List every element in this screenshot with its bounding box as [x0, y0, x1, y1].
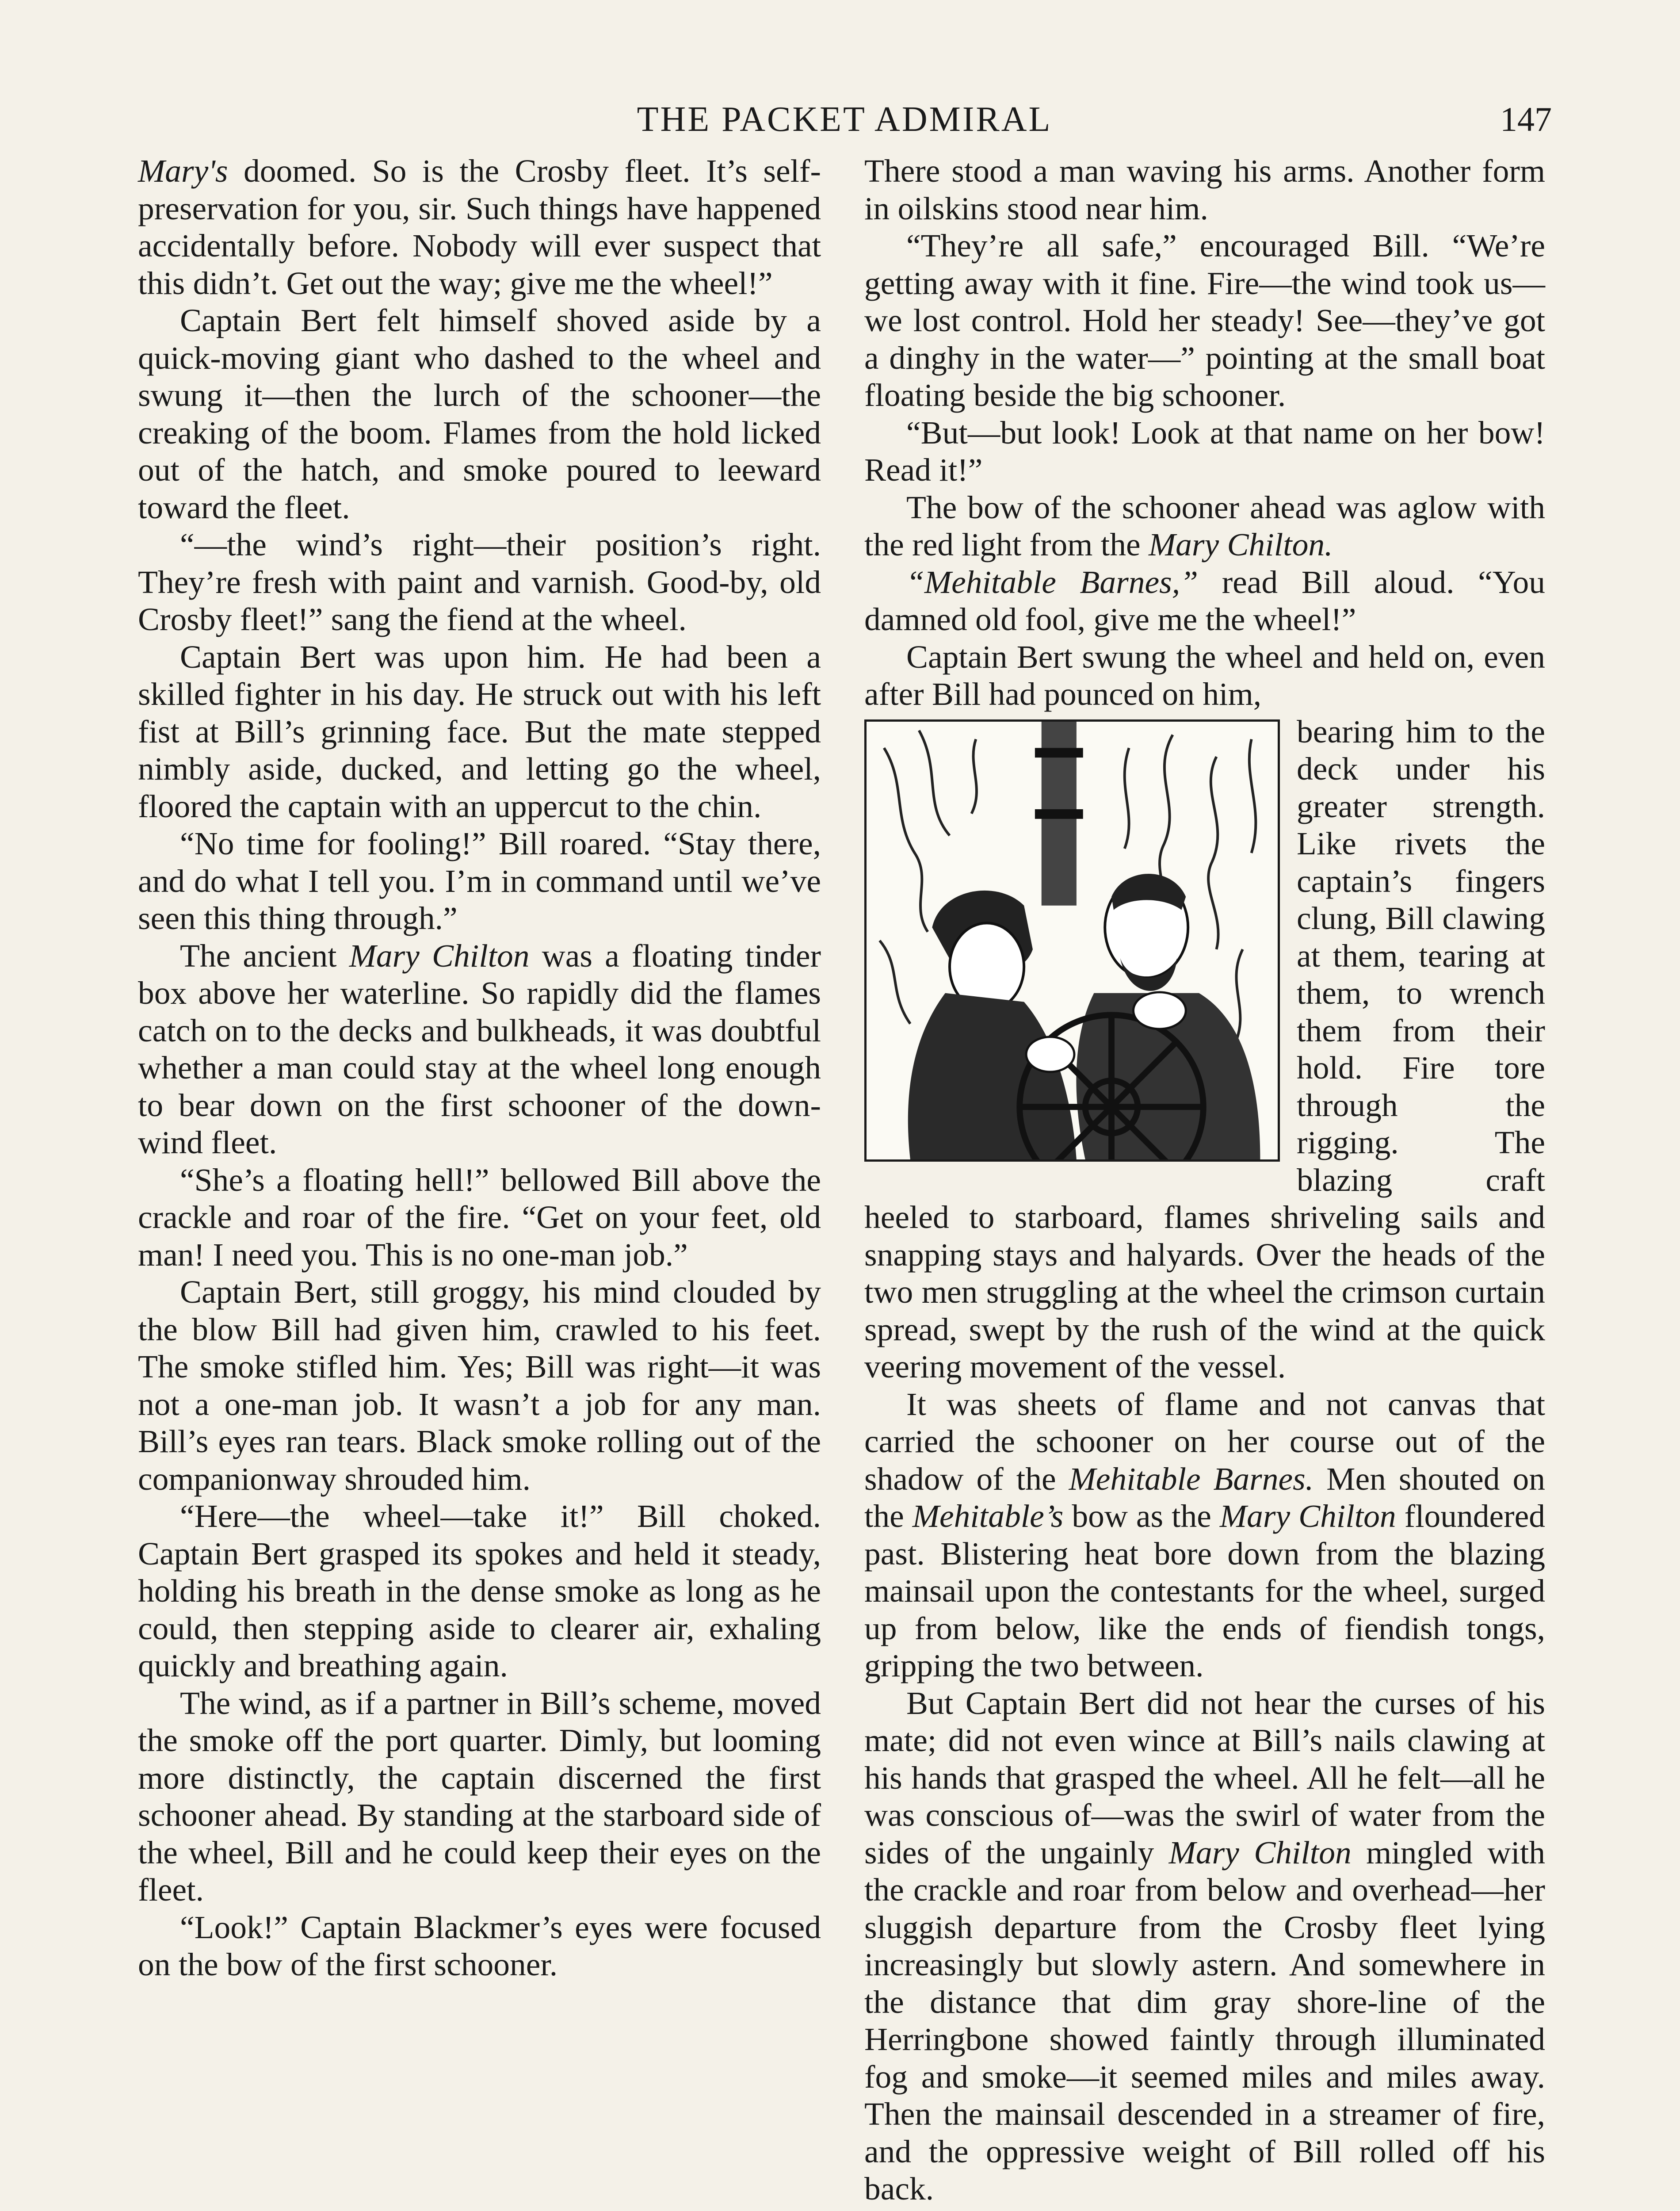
paragraph-text: “They’re all safe,” encouraged Bill. “We’re getting away with it fine. Fire—the wind took us—we lost control. Hold her steady! See—they’ve got a dinghy in the water—” pointing at the small boat floating beside the big schooner. [864, 228, 1545, 413]
paragraph-text: “But—but look! Look at that name on her bow! Read it!” [864, 414, 1545, 488]
paragraph-text: Captain Bert, still groggy, his mind clouded by the blow Bill had given him, crawled to his feet. The smoke stifled him. Yes; Bill was right—it was not a one-man job. It wasn’t a job for any man. Bill’s eyes ran tears. Black smoke rolling out of the companionway shrouded him. [138, 1274, 821, 1497]
illustration-drawing [867, 722, 1278, 1159]
paragraph [138, 937, 821, 1162]
paragraph-text: The bow of the schooner ahead was aglow with the red light from the [864, 489, 1545, 562]
italic-text: Mehitable Barnes. [1069, 1461, 1314, 1497]
italic-text: Mary's [138, 153, 228, 189]
page-number: 147 [1500, 100, 1552, 138]
paragraph [864, 639, 1545, 713]
paragraph [138, 1162, 821, 1274]
paragraph-text: Captain Bert was upon him. He had been a skilled fighter in his day. He struck out with his left fist at Bill’s grinning face. But the mate stepped nimbly aside, ducked, and letting go the wheel, floored the captain with an uppercut to the chin. [138, 639, 821, 824]
paragraph-text: “She’s a floating hell!” bellowed Bill above the crackle and roar of the fire. “Get on your feet, old man! I need you. This is no one-man job.” [138, 1162, 821, 1273]
italic-text: Mehitable’s [912, 1498, 1064, 1534]
paragraph [864, 489, 1545, 564]
paragraph [864, 153, 1545, 227]
paragraph-text: was a floating tinder box above her waterline. So rapidly did the flames catch on to the decks and bulkheads, it was doubtful whether a man could stay at the wheel long enough to bear down on the first schooner of the down-wind fleet. [138, 937, 821, 1160]
paragraph [138, 302, 821, 526]
paragraph [138, 1685, 821, 1909]
paragraph-text: read Bill aloud. “You damned old fool, give me the wheel!” [864, 564, 1545, 637]
page-header [137, 99, 1552, 148]
italic-text: “Mehitable Barnes,” [906, 564, 1199, 600]
paragraph-text: floundered past. Blistering heat bore down from the blazing mainsail upon the contestants for the wheel, surged up from below, like the ends of fiendish tongs, gripping the two between. [864, 1498, 1545, 1683]
paragraph [138, 153, 821, 302]
paragraph-text: The wind, as if a partner in Bill’s scheme, moved the smoke off the port quarter. Dimly, but looming more distinctly, the captain discerned the first schooner ahead. By standing at the starboard side of the wheel, Bill and he could keep their eyes on the fleet. [138, 1685, 821, 1908]
italic-text: Mary Chilton [1219, 1498, 1396, 1534]
illustration-two-men-at-wheel [864, 719, 1280, 1162]
paragraph-text: It was sheets of flame and not canvas that carried the schooner on her course out of the shadow of the [864, 1386, 1545, 1497]
paragraph [138, 825, 821, 937]
paragraph-text: “Here—the wheel—take it!” Bill choked. Captain Bert grasped its spokes and held it steady, holding his breath in the dense smoke as long as he could, then stepping aside to clearer air, exhaling quickly and breathing again. [138, 1498, 821, 1683]
paragraph-text: Captain Bert felt himself shoved aside by a quick-moving giant who dashed to the wheel and swung it—then the lurch of the schooner—the creaking of the boom. Flames from the hold licked out of the hatch, and smoke poured to leeward toward the fleet. [138, 302, 821, 525]
paragraph [138, 1498, 821, 1685]
paragraph [864, 1386, 1545, 1685]
paragraph-text: bearing him to the deck under his greater strength. Like rivets the captain’s fingers clung, Bill clawing at them, tearing at them, to wrench them from their hold. Fire tore through the rigging. The blazing craft heeled to starboard, flames shriveling sails and snapping stays and halyards. Over the heads of the two men struggling at the wheel the crimson curtain spread, swept by the rush of the wind at the quick veering movement of the vessel. [864, 713, 1545, 1385]
page-title: THE PACKET ADMIRAL [637, 100, 1052, 139]
paragraph-text: “Look!” Captain Blackmer’s eyes were focused on the bow of the first schooner. [138, 1909, 821, 1982]
italic-text: Mary Chilton. [1148, 527, 1333, 562]
paragraph [138, 639, 821, 826]
paragraph-text: But Captain Bert did not hear the curses of his mate; did not even wince at Bill’s nails clawing at his hands that grasped the wheel. All he felt—all he was conscious of—was the swirl of water from the sides of the ungainly [864, 1685, 1545, 1871]
paragraph [864, 414, 1545, 489]
paragraph-text: There stood a man waving his arms. Another form in oilskins stood near him. [864, 153, 1545, 226]
paragraph-text: mingled with the crackle and roar from below and overhead—her sluggish departure from the Crosby fleet lying increasingly but slowly astern. And somewhere in the distance that dim gray shore-line of the Herringbone showed faintly through illuminated fog and smoke—it seemed miles and miles away. Then the mainsail descended in a streamer of fire, and the oppressive weight of Bill rolled off his back. [864, 1834, 1545, 2207]
paragraph [138, 1909, 821, 1984]
paragraph [138, 1274, 821, 1498]
italic-text: Mary Chilton [1168, 1834, 1352, 1871]
paragraph-text: bow as the [1063, 1498, 1220, 1534]
paragraph-text: Men shouted on the [864, 1461, 1545, 1534]
italic-text: Mary Chilton [349, 937, 530, 974]
paragraph-text: Captain Bert swung the wheel and held on, even after Bill had pounced on him, [864, 639, 1545, 712]
paragraph [864, 1685, 1545, 2208]
paragraph [864, 227, 1545, 414]
left-column [138, 153, 821, 1984]
paragraph [138, 526, 821, 639]
paragraph-text: “—the wind’s right—their position’s right. They’re fresh with paint and varnish. Good-by, old Crosby fleet!” sang the fiend at the wheel. [138, 527, 821, 637]
paragraph-text: “No time for fooling!” Bill roared. “Stay there, and do what I tell you. I’m in command until we’ve seen this thing through.” [138, 826, 821, 936]
right-column [864, 153, 1545, 2208]
paragraph [864, 564, 1545, 639]
paragraph-text: The ancient [180, 937, 349, 974]
paragraph-text: doomed. So is the Crosby fleet. It’s self-preservation for you, sir. Such things have happened accidentally before. Nobody will ever suspect that this didn’t. Get out the way; give me the wheel!” [138, 153, 821, 301]
